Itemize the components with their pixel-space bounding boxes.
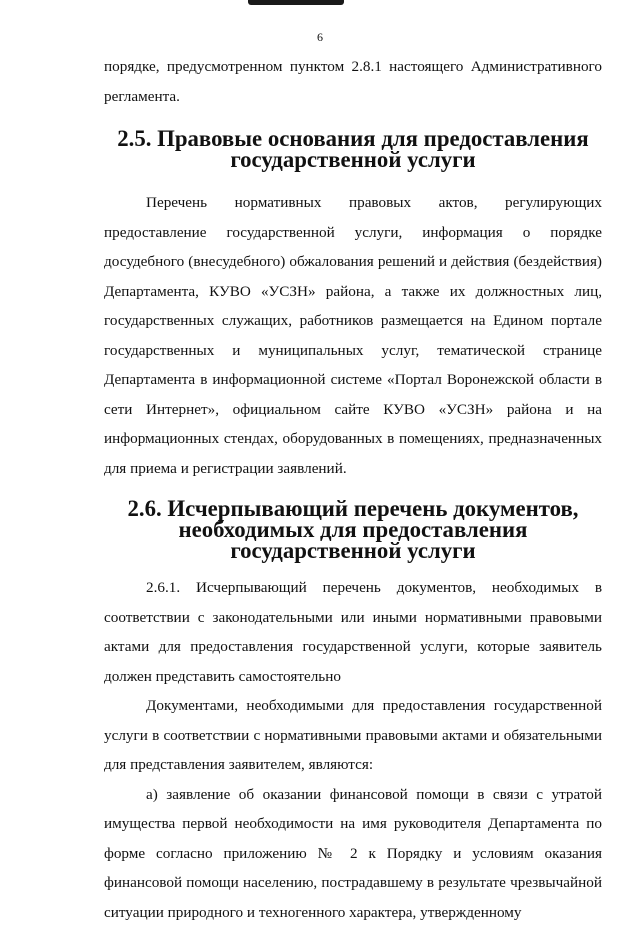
paragraph-documents: Документами, необходимыми для предоставления государственной услуги в соответствии с нормативными правовыми актами и обязательными для представления заявителем, являются: — [104, 691, 602, 780]
page-number: 6 — [0, 30, 640, 45]
paragraph-intro: порядке, предусмотренном пунктом 2.8.1 настоящего Административного регламента. — [104, 52, 602, 111]
paragraph-item-a: а) заявление об оказании финансовой помощи в связи с утратой имущества первой необходимости на имя руководителя Департамента по форме согласно приложению № 2 к Порядку и условиям оказания финансовой помощи населению, пострадавшему в результате чрезвычайной ситуации природного и техногенного характера, утвержденному — [104, 780, 602, 927]
scan-artifact — [248, 0, 344, 5]
section-heading-2-6 — [104, 498, 602, 561]
section-heading-2-5: 2.5. Правовые основания для предоставления государственной услуги — [104, 128, 602, 170]
paragraph-2-6-1: 2.6.1. Исчерпывающий перечень документов, необходимых в соответствии с законодательными или иными нормативными правовыми актами для предоставления государственной услуги, которые заявитель должен представить самостоятельно — [104, 573, 602, 691]
document-body — [104, 52, 602, 927]
section-heading-2-6-line1: 2.6. Исчерпывающий перечень документов, — [104, 498, 602, 519]
paragraph-2-5: Перечень нормативных правовых актов, регулирующих предоставление государственной услуги, информация о порядке досудебного (внесудебного) обжалования решений и действия (бездействия) Департамента, КУВО «УСЗН» района, а также их должностных лиц, государственных служащих, работников размещается на Едином портале государственных и муниципальных услуг, тематической странице Департамента в информационной системе «Портал Воронежской области в сети Интернет», официальном сайте КУВО «УСЗН» района и на информационных стендах, оборудованных в помещениях, предназначенных для приема и регистрации заявлений. — [104, 188, 602, 483]
section-heading-2-6-line2: необходимых для предоставления государственной услуги — [104, 519, 602, 561]
